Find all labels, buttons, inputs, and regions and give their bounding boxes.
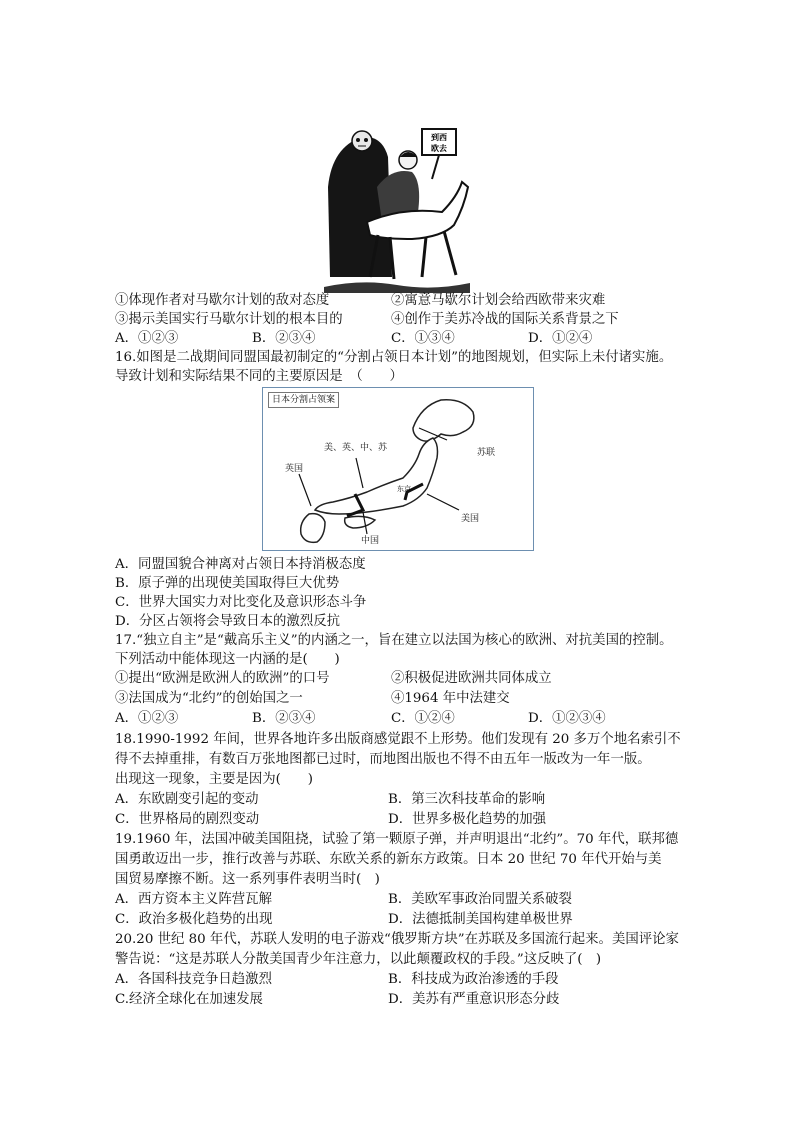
marshall-plan-cartoon [322,127,472,293]
map-label-china: 中国 [361,536,380,546]
map-label-us: 美国 [461,514,480,524]
q15-option-b: B．②③④ [252,331,316,346]
map-label-ussr: 苏联 [477,448,496,458]
q15-option-c: C．①③④ [391,331,455,346]
map-title: 日本分割占领案 [268,392,339,408]
cartoon-sign-line2: 欧去 [431,144,447,153]
q15-statement-2: ②寓意马歇尔计划会给西欧带来灾难 [391,293,606,308]
q16-option-a: A．同盟国貌合神离对占领日本持消极态度 [115,557,366,572]
q18-stem-line2: 得不去掉重排，有数百万张地图都已过时，而地图出版也不得不由五年一版改为一年一版。 [115,752,651,767]
q20-stem-line2: 警告说：“这是苏联人分散美国青少年注意力，以此颠覆政权的手段。”这反映了( ) [115,952,602,967]
q15-option-d: D．①②④ [528,331,593,346]
q20-option-a: A．各国科技竞争日趋激烈 [115,972,272,987]
map-label-tokyo: 东京 [397,485,411,493]
q19-option-a: A．西方资本主义阵营瓦解 [115,892,272,907]
q17-stem-line1: 17.“独立自主”是“戴高乐主义”的内涵之一，旨在建立以法国为核心的欧洲、对抗美国的控制。 [115,633,673,648]
q17-option-c: C．①②④ [391,711,455,726]
q17-option-b: B．②③④ [252,711,316,726]
q18-option-a: A．东欧剧变引起的变动 [115,792,259,807]
cartoon-sign-line1: 到西 [431,133,447,142]
japan-map-shape [263,388,533,550]
q19-stem-line1: 19.1960 年，法国冲破美国阻挠，试验了第一颗原子弹，并声明退出“北约”。70 年代，联邦德 [115,832,679,847]
q18-option-d: D．世界多极化趋势的加强 [388,812,547,827]
q19-stem-line2: 国勇敢迈出一步，推行改善与苏联、东欧关系的新东方政策。日本 20 世纪 70 年代开始与美 [115,852,662,867]
q15-statement-4: ④创作于美苏冷战的国际关系背景之下 [391,312,619,327]
q19-option-b: B．美欧军事政治同盟关系破裂 [388,892,572,907]
q17-statement-2: ②积极促进欧洲共同体成立 [391,671,552,686]
q16-stem-line1: 16.如图是二战期间同盟国最初制定的“分割占领日本计划”的地图规划，但实际上未付诸实施。 [115,350,673,365]
map-label-four-powers: 美、英、中、苏 [324,443,388,453]
q15-option-a: A．①②③ [115,331,179,346]
q16-option-d: D．分区占领将会导致日本的激烈反抗 [115,614,340,629]
q17-statement-4: ④1964 年中法建交 [391,691,510,706]
map-label-uk: 英国 [285,464,304,474]
q15-statement-3: ③揭示美国实行马歇尔计划的根本目的 [115,312,343,327]
q19-option-c: C．政治多极化趋势的出现 [115,912,273,927]
q17-option-d: D．①②③④ [528,711,606,726]
q20-option-d: D．美苏有严重意识形态分歧 [388,992,560,1007]
q17-option-a: A．①②③ [115,711,179,726]
japan-partition-map [262,387,534,551]
q18-stem-line1: 18.1990-1992 年间，世界各地许多出版商感觉跟不上形势。他们发现有 20 多万个地名索引不 [115,732,681,747]
q20-stem-line1: 20.20 世纪 80 年代，苏联人发明的电子游戏“俄罗斯方块”在苏联及多国流行起来。美国评论家 [115,932,679,947]
q20-option-b: B．科技成为政治渗透的手段 [388,972,559,987]
q18-option-c: C．世界格局的剧烈变动 [115,812,260,827]
q17-stem-line2: 下列活动中能体现这一内涵的是( ) [115,652,340,667]
q16-option-c: C．世界大国实力对比变化及意识形态斗争 [115,595,367,610]
q19-option-d: D．法德抵制美国构建单极世界 [388,912,573,927]
q18-stem-line3: 出现这一现象，主要是因为( ) [115,772,313,787]
q20-option-c: C.经济全球化在加速发展 [115,992,263,1007]
q15-statement-1: ①体现作者对马歇尔计划的敌对态度 [115,293,330,308]
q16-option-b: B．原子弹的出现使美国取得巨大优势 [115,576,340,591]
q17-statement-3: ③法国成为“北约”的创始国之一 [115,691,303,706]
q16-stem-line2: 导致计划和实际结果不同的主要原因是 （ ） [115,369,403,384]
q19-stem-line3: 国贸易摩擦不断。这一系列事件表明当时( ) [115,872,380,887]
q18-option-b: B．第三次科技革命的影响 [388,792,546,807]
q17-statement-1: ①提出“欧洲是欧洲人的欧洲”的口号 [115,671,330,686]
